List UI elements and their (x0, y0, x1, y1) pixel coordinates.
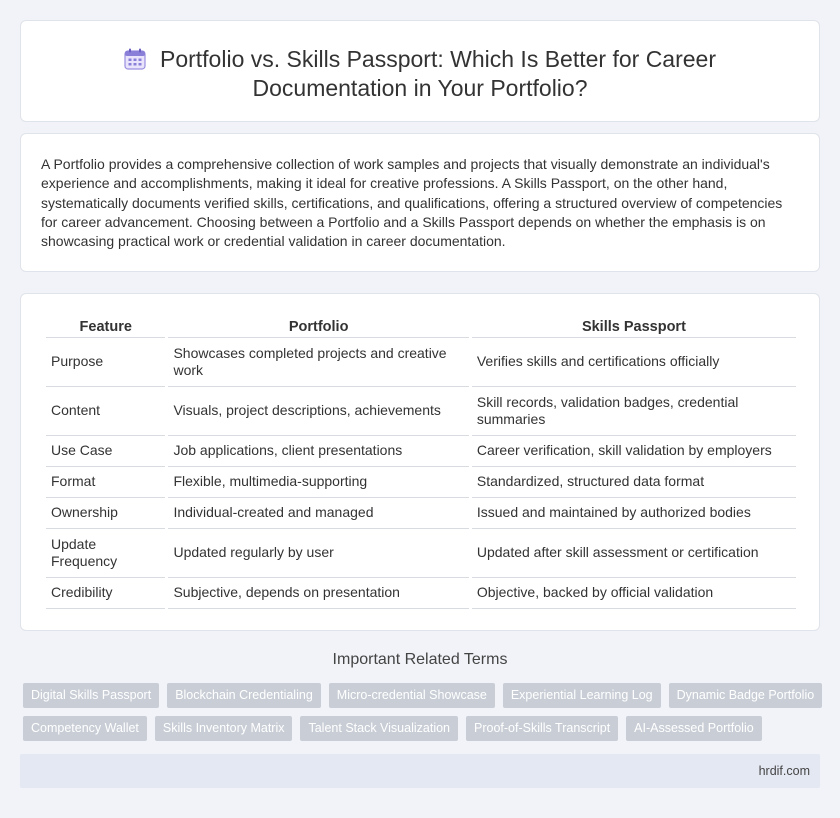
cell-skills-passport: Standardized, structured data format (472, 467, 796, 498)
cell-portfolio: Subjective, depends on presentation (168, 578, 468, 609)
related-terms-list (23, 683, 823, 749)
comparison-card (20, 293, 820, 631)
intro-paragraph: A Portfolio provides a comprehensive collection of work samples and projects that visually demonstrate an individual's experience and accomplishments, making it ideal for creative professions. A Skills Passport, on the other hand, systematically documents verified skills, certifications, and qualifications, offering a structured overview of competencies for career advancement. Choosing between a Portfolio and a Skills Passport depends on whether the emphasis is on showcasing practical work or credential validation in career documentation. (41, 156, 783, 250)
header-feature: Feature (46, 314, 165, 338)
cell-skills-passport: Issued and maintained by authorized bodies (472, 498, 796, 529)
footer (20, 754, 820, 788)
tag-talent-stack-visualization[interactable]: Talent Stack Visualization (300, 716, 458, 741)
table-row (46, 498, 796, 529)
cell-portfolio: Individual-created and managed (168, 498, 468, 529)
calendar-icon (124, 48, 146, 70)
tag-dynamic-badge-portfolio[interactable]: Dynamic Badge Portfolio (669, 683, 823, 708)
table-header-row (46, 314, 796, 338)
header-portfolio: Portfolio (168, 314, 468, 338)
table-row (46, 387, 796, 436)
tag-skills-inventory-matrix[interactable]: Skills Inventory Matrix (155, 716, 293, 741)
page-title (21, 45, 819, 103)
cell-skills-passport: Objective, backed by official validation (472, 578, 796, 609)
cell-portfolio: Showcases completed projects and creative work (168, 338, 468, 387)
cell-feature: Content (46, 387, 165, 436)
tag-experiential-learning-log[interactable]: Experiential Learning Log (503, 683, 661, 708)
title-line-2: Documentation in Your Portfolio? (252, 75, 588, 101)
tag-row (23, 683, 823, 708)
footer-site-link[interactable]: hrdif.com (758, 764, 810, 778)
tag-row (23, 716, 823, 741)
cell-skills-passport: Verifies skills and certifications officially (472, 338, 796, 387)
tag-digital-skills-passport[interactable]: Digital Skills Passport (23, 683, 159, 708)
intro-card (20, 133, 820, 272)
cell-feature: Credibility (46, 578, 165, 609)
tag-proof-of-skills-transcript[interactable]: Proof-of-Skills Transcript (466, 716, 618, 741)
cell-skills-passport: Skill records, validation badges, credential summaries (472, 387, 796, 436)
table-row (46, 529, 796, 578)
cell-portfolio: Job applications, client presentations (168, 436, 468, 467)
cell-portfolio: Updated regularly by user (168, 529, 468, 578)
cell-portfolio: Flexible, multimedia-supporting (168, 467, 468, 498)
header-skills-passport: Skills Passport (472, 314, 796, 338)
cell-feature: Ownership (46, 498, 165, 529)
cell-feature: Use Case (46, 436, 165, 467)
cell-feature: Update Frequency (46, 529, 165, 578)
table-row (46, 467, 796, 498)
tag-competency-wallet[interactable]: Competency Wallet (23, 716, 147, 741)
table-row (46, 338, 796, 387)
related-terms-title: Important Related Terms (332, 651, 508, 668)
comparison-table (43, 314, 799, 609)
cell-feature: Purpose (46, 338, 165, 387)
title-line-1: Portfolio vs. Skills Passport: Which Is Better for Career (159, 46, 716, 72)
cell-skills-passport: Career verification, skill validation by employers (472, 436, 796, 467)
tag-blockchain-credentialing[interactable]: Blockchain Credentialing (167, 683, 321, 708)
title-card (20, 20, 820, 122)
table-row (46, 578, 796, 609)
tag-ai-assessed-portfolio[interactable]: AI-Assessed Portfolio (626, 716, 762, 741)
table-row (46, 436, 796, 467)
cell-feature: Format (46, 467, 165, 498)
cell-portfolio: Visuals, project descriptions, achievements (168, 387, 468, 436)
cell-skills-passport: Updated after skill assessment or certification (472, 529, 796, 578)
tag-micro-credential-showcase[interactable]: Micro-credential Showcase (329, 683, 495, 708)
